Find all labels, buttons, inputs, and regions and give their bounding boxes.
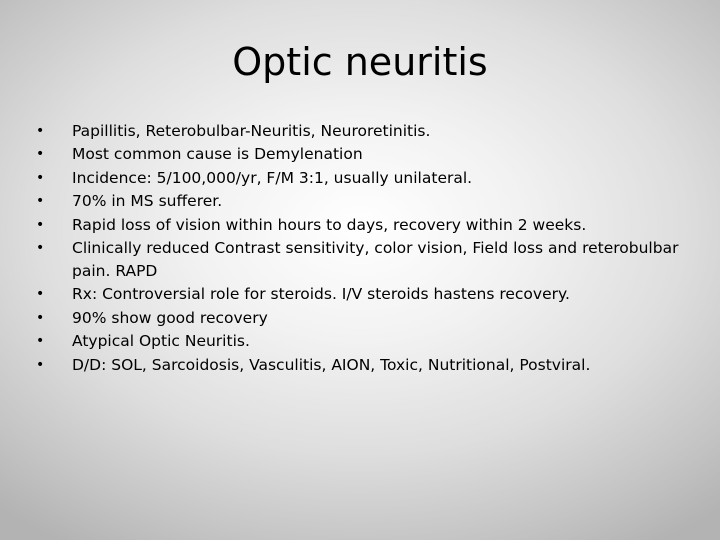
bullet-point-icon: • xyxy=(36,356,45,373)
bullet-point-icon: • xyxy=(36,123,45,139)
slide-title: Optic neuritis xyxy=(232,40,488,84)
bullet-point-icon: • xyxy=(36,146,45,163)
bullet-item xyxy=(36,330,696,353)
bullet-text: 90% show good recovery xyxy=(72,308,268,327)
bullet-text: Rx: Controversial role for steroids. I/V steroids hastens recovery. xyxy=(72,285,570,304)
bullet-text: 70% in MS sufferer. xyxy=(72,192,223,211)
bullet-point-icon: • xyxy=(36,193,45,210)
bullet-item xyxy=(36,214,696,237)
bullet-item xyxy=(36,354,696,377)
bullet-point-icon: • xyxy=(36,286,45,303)
bullet-item xyxy=(36,283,696,306)
bullet-item xyxy=(36,120,696,143)
bullet-point-icon: • xyxy=(36,216,45,233)
bullet-text: D/D: SOL, Sarcoidosis, Vasculitis, AION, Toxic, Nutritional, Postviral. xyxy=(72,355,591,374)
bullet-text: Atypical Optic Neuritis. xyxy=(72,332,250,351)
bullet-item xyxy=(36,237,696,283)
bullet-text: Papillitis, Reterobulbar-Neuritis, Neuroretinitis. xyxy=(72,122,431,140)
bullet-text: Incidence: 5/100,000/yr, F/M 3:1, usually unilateral. xyxy=(72,168,473,187)
bullet-item xyxy=(36,167,696,190)
bullet-text: Rapid loss of vision within hours to days, recovery within 2 weeks. xyxy=(72,215,587,234)
bullet-point-icon: • xyxy=(36,169,45,186)
bullet-item xyxy=(36,143,696,166)
bullet-list xyxy=(36,120,696,377)
bullet-text: Clinically reduced Contrast sensitivity, color vision, Field loss and reterobulbar pain. RAPD xyxy=(72,238,679,280)
bullet-item xyxy=(36,307,696,330)
bullet-point-icon: • xyxy=(36,309,45,326)
bullet-item xyxy=(36,190,696,213)
bullet-point-icon: • xyxy=(36,239,45,256)
bullet-text: Most common cause is Demylenation xyxy=(72,145,363,164)
bullet-point-icon: • xyxy=(36,333,45,350)
